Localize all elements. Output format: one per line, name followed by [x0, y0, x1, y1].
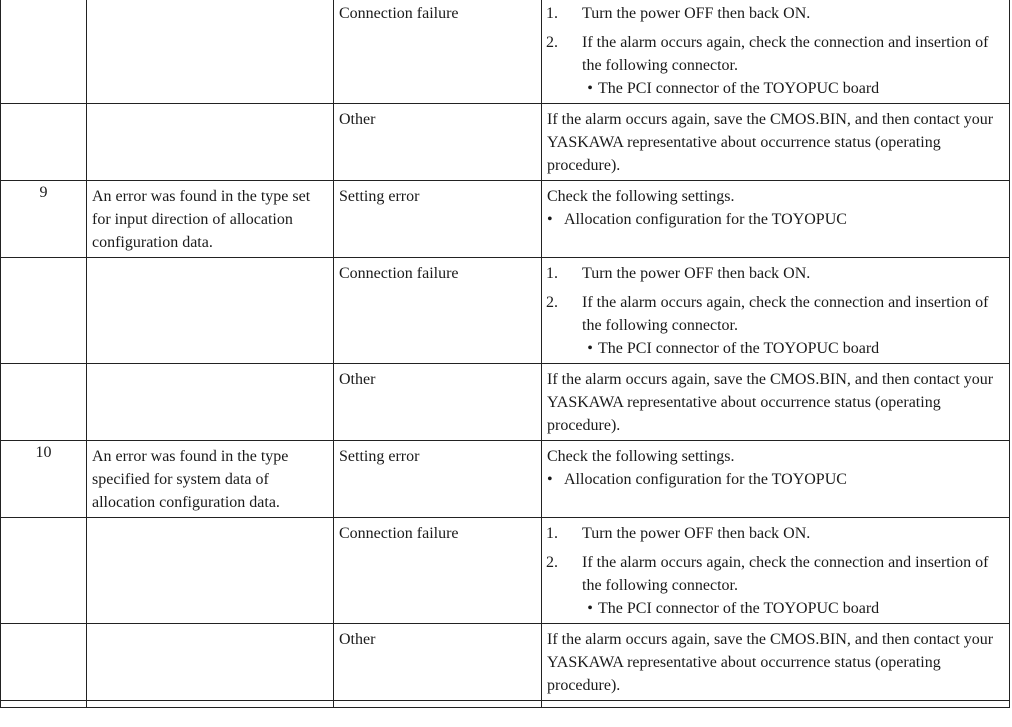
bullet-item — [582, 77, 1005, 100]
remedy-text: Check the following settings. — [547, 448, 735, 465]
remedy-cell — [542, 258, 1010, 364]
bullet-text: The PCI connector of the TOYOPUC board — [598, 600, 880, 617]
remedy-cell — [542, 364, 1010, 441]
step-text: Turn the power OFF then back ON. — [582, 265, 811, 282]
cause-cell — [334, 441, 542, 518]
cause-cell — [334, 364, 542, 441]
bullet-text: Allocation configuration for the TOYOPUC — [564, 211, 847, 228]
remedy-cell — [542, 0, 1010, 104]
table-cell — [334, 701, 542, 708]
table-row — [1, 518, 1010, 624]
step-number: 1. — [546, 5, 558, 22]
remedy-cell — [542, 104, 1010, 181]
alarm-description-cell — [87, 364, 334, 441]
alarm-description: An error was found in the type set for input direction of allocation configuration data. — [92, 188, 311, 251]
step-number: 1. — [546, 265, 558, 282]
alarm-number: 10 — [35, 444, 52, 461]
cause-cell — [334, 181, 542, 258]
alarm-number-cell — [1, 624, 87, 701]
bullet-icon: • — [547, 211, 553, 228]
step-text: Turn the power OFF then back ON. — [582, 5, 811, 22]
alarm-description-cell — [87, 624, 334, 701]
alarm-number-cell — [1, 0, 87, 104]
remedy-cell — [542, 518, 1010, 624]
step-text: If the alarm occurs again, check the connection and insertion of the following connector. — [582, 554, 989, 594]
table-cell — [542, 701, 1010, 708]
remedy-step — [546, 262, 1005, 285]
step-text: If the alarm occurs again, check the connection and insertion of the following connector. — [582, 34, 989, 74]
cause-text: Connection failure — [339, 525, 459, 542]
bullet-icon: • — [587, 80, 593, 97]
alarm-description-cell — [87, 258, 334, 364]
remedy-cell — [542, 624, 1010, 701]
cause-cell — [334, 0, 542, 104]
cause-cell — [334, 104, 542, 181]
alarm-description-cell — [87, 518, 334, 624]
bullet-text: The PCI connector of the TOYOPUC board — [598, 340, 880, 357]
alarm-number-cell — [1, 258, 87, 364]
table-row — [1, 441, 1010, 518]
cause-cell — [334, 258, 542, 364]
table-row — [1, 624, 1010, 701]
alarm-description-cell — [87, 104, 334, 181]
alarm-description-cell — [87, 441, 334, 518]
cause-text: Other — [339, 111, 376, 128]
step-text: Turn the power OFF then back ON. — [582, 525, 811, 542]
alarm-number-cell — [1, 181, 87, 258]
cause-text: Connection failure — [339, 5, 459, 22]
step-number: 2. — [546, 554, 558, 571]
step-number: 2. — [546, 34, 558, 51]
alarm-number-cell — [1, 518, 87, 624]
remedy-step — [546, 551, 1005, 597]
remedy-step — [546, 291, 1005, 337]
table-row — [1, 701, 1010, 708]
step-number: 2. — [546, 294, 558, 311]
table-row — [1, 181, 1010, 258]
alarm-number-cell — [1, 364, 87, 441]
bullet-item — [582, 597, 1005, 620]
cause-text: Setting error — [339, 188, 420, 205]
remedy-cell — [542, 181, 1010, 258]
alarm-number: 9 — [39, 184, 48, 201]
remedy-text: Check the following settings. — [547, 188, 735, 205]
remedy-step — [546, 2, 1005, 25]
table-row — [1, 258, 1010, 364]
bullet-item — [582, 337, 1005, 360]
table-row — [1, 104, 1010, 181]
remedy-text: If the alarm occurs again, save the CMOS.BIN, and then contact your YASKAWA representative about occurrence status (operating procedure). — [547, 371, 994, 434]
remedy-cell — [542, 441, 1010, 518]
alarm-number-cell — [1, 104, 87, 181]
cause-cell — [334, 624, 542, 701]
alarm-description-cell — [87, 181, 334, 258]
remedy-text: If the alarm occurs again, save the CMOS.BIN, and then contact your YASKAWA representative about occurrence status (operating procedure). — [547, 111, 994, 174]
cause-text: Setting error — [339, 448, 420, 465]
bullet-item — [547, 468, 1005, 491]
bullet-text: Allocation configuration for the TOYOPUC — [564, 471, 847, 488]
cause-cell — [334, 518, 542, 624]
cause-text: Connection failure — [339, 265, 459, 282]
alarm-description: An error was found in the type specified for system data of allocation configuration data. — [92, 448, 289, 511]
table-cell — [87, 701, 334, 708]
bullet-icon: • — [587, 600, 593, 617]
table-row — [1, 0, 1010, 104]
remedy-text: If the alarm occurs again, save the CMOS.BIN, and then contact your YASKAWA representative about occurrence status (operating procedure). — [547, 631, 994, 694]
cause-text: Other — [339, 631, 376, 648]
bullet-text: The PCI connector of the TOYOPUC board — [598, 80, 880, 97]
bullet-item — [547, 208, 1005, 231]
table-row — [1, 364, 1010, 441]
bullet-icon: • — [587, 340, 593, 357]
alarm-number-cell — [1, 441, 87, 518]
bullet-icon: • — [547, 471, 553, 488]
remedy-step — [546, 522, 1005, 545]
remedy-step — [546, 31, 1005, 77]
step-number: 1. — [546, 525, 558, 542]
step-text: If the alarm occurs again, check the connection and insertion of the following connector. — [582, 294, 989, 334]
cause-text: Other — [339, 371, 376, 388]
table-cell — [1, 701, 87, 708]
alarm-description-cell — [87, 0, 334, 104]
